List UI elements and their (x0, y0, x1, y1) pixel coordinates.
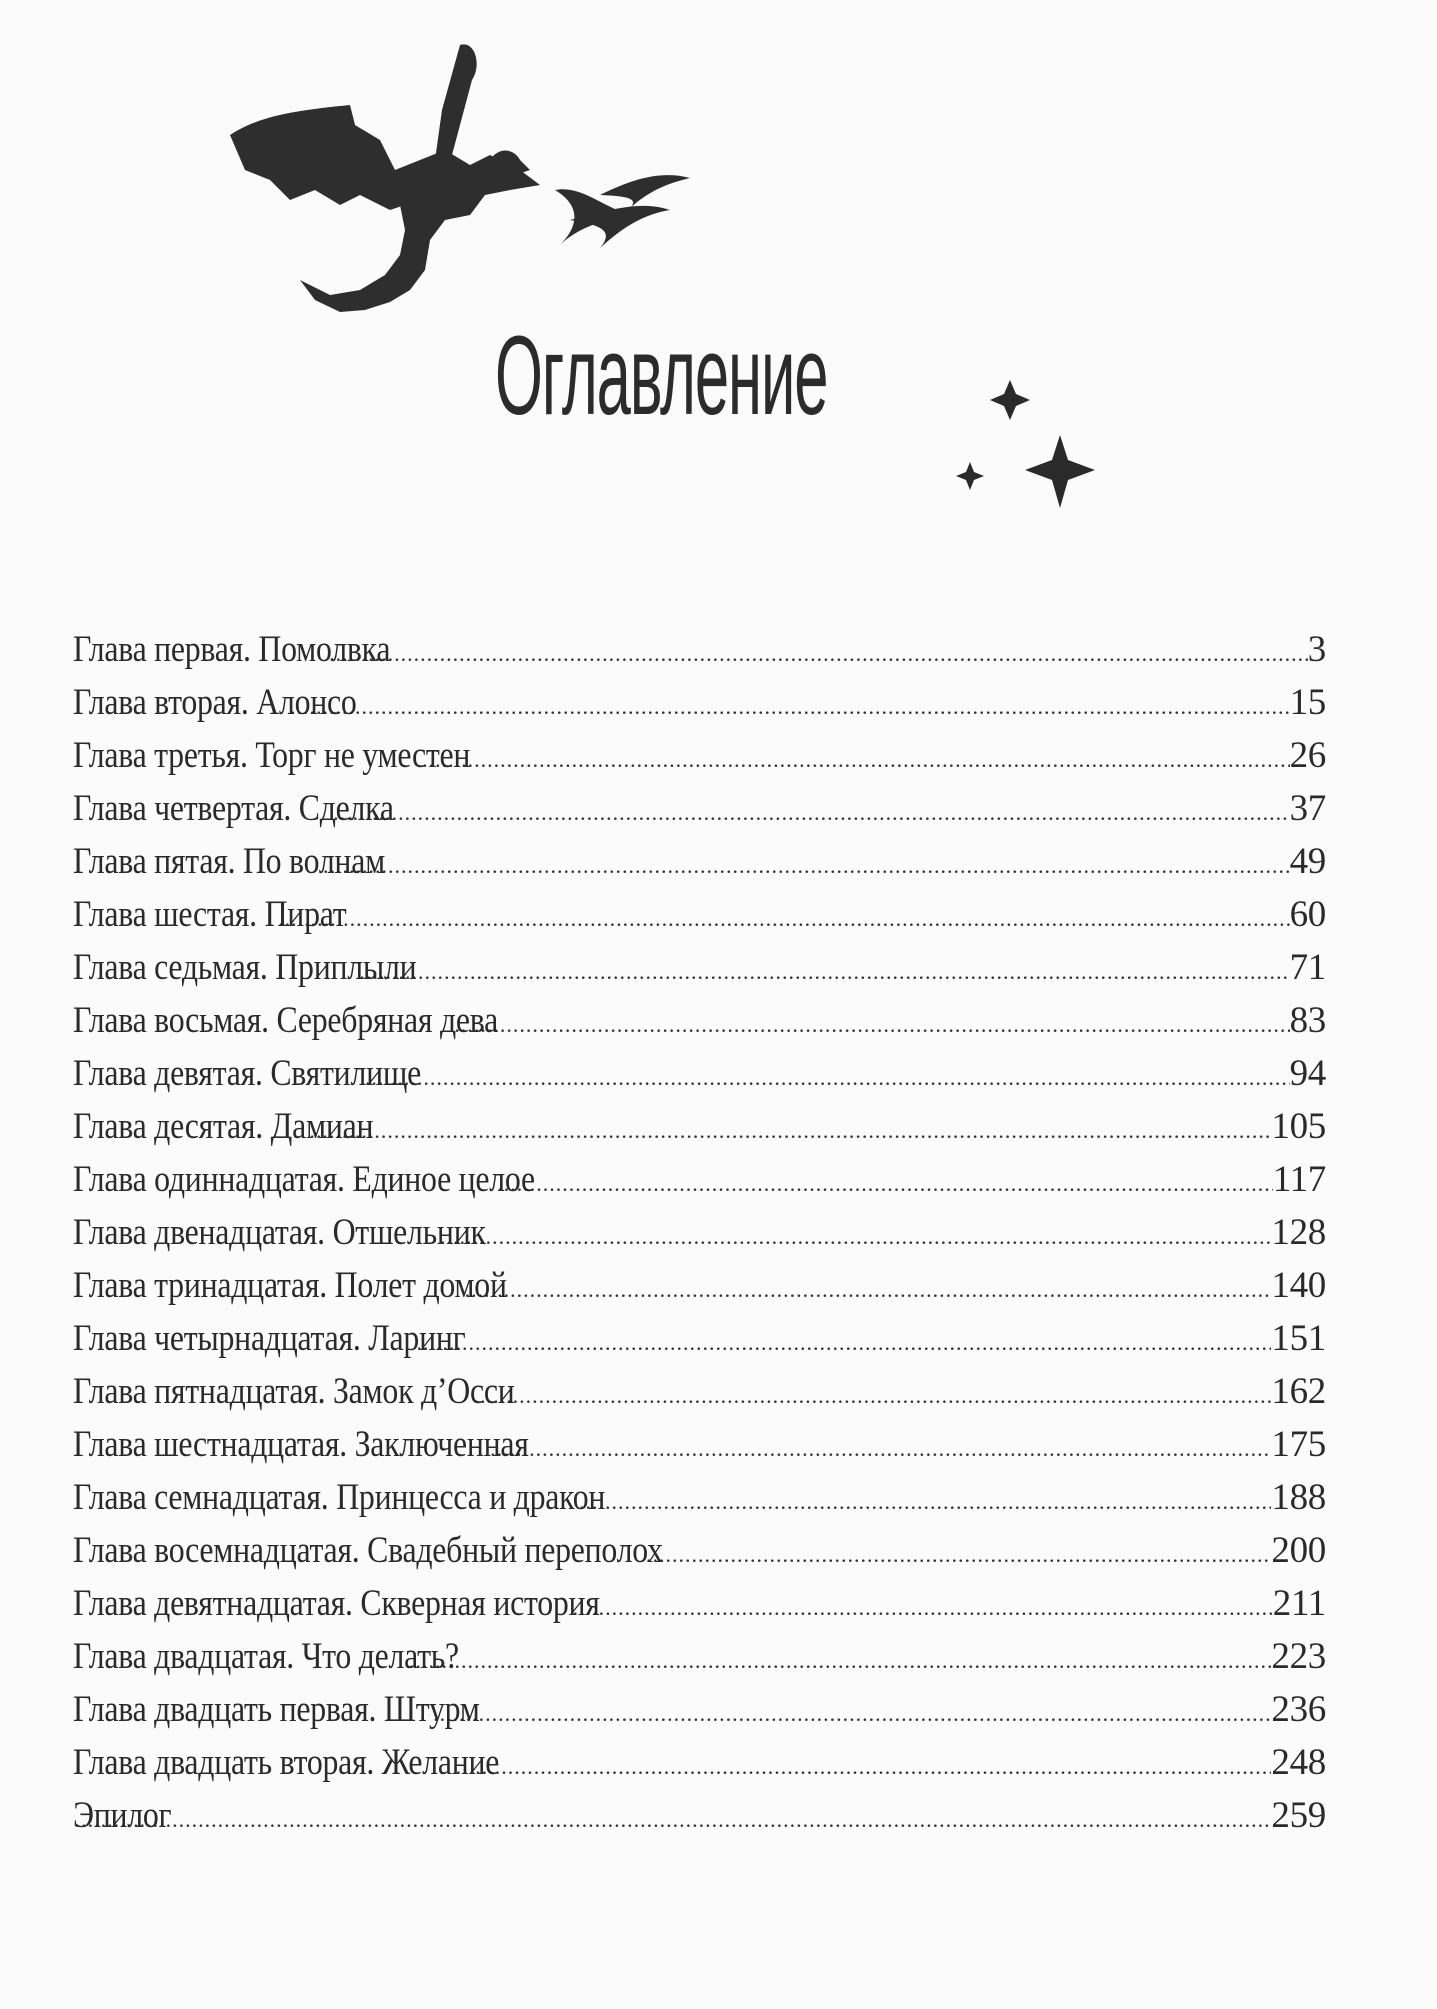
dot-leader (474, 1383, 1272, 1409)
toc-entry-page: 236 (1271, 1689, 1326, 1730)
toc-entry[interactable] (73, 1264, 1326, 1317)
toc-entry-title: Глава одиннадцатая. Единое целое (73, 1159, 535, 1200)
dot-leader (409, 1648, 1271, 1674)
dot-leader (333, 800, 1289, 826)
toc-entry[interactable] (73, 1105, 1326, 1158)
toc-entry-title: Глава пятая. По волнам (73, 841, 385, 882)
toc-entry-title: Глава шестнадцатая. Заключенная (73, 1424, 529, 1465)
toc-entry-title: Глава девятая. Святилище (73, 1053, 421, 1094)
toc-entry-title: Глава двадцать вторая. Желание (73, 1742, 500, 1783)
toc-entry-title: Глава восемнадцатая. Свадебный переполох (73, 1530, 663, 1571)
toc-entry-page: 94 (1289, 1053, 1326, 1094)
toc-entry-title: Эпилог (73, 1795, 172, 1836)
toc-entry[interactable] (73, 1370, 1326, 1423)
toc-entry[interactable] (73, 999, 1326, 1052)
toc-entry-page: 117 (1272, 1159, 1326, 1200)
toc-entry-page: 151 (1271, 1318, 1326, 1359)
toc-entry[interactable] (73, 840, 1326, 893)
dot-leader (497, 1171, 1273, 1197)
toc-entry-page: 60 (1289, 894, 1326, 935)
dot-leader (309, 1118, 1271, 1144)
toc-entry-title: Глава пятнадцатая. Замок д’Осси (73, 1371, 515, 1412)
toc-entry-title: Глава десятая. Дамиан (73, 1106, 374, 1147)
dot-leader (278, 906, 1289, 932)
toc-entry-page: 200 (1271, 1530, 1326, 1571)
toc-entry[interactable] (73, 628, 1326, 681)
toc-entry-page: 3 (1307, 629, 1326, 670)
dot-leader (465, 1277, 1272, 1303)
dot-leader (329, 641, 1308, 667)
toc-entry-title: Глава двенадцатая. Отшельник (73, 1212, 486, 1253)
dot-leader (456, 1754, 1272, 1780)
dot-leader (454, 1012, 1289, 1038)
toc-entry[interactable] (73, 1158, 1326, 1211)
sparkle-stars-icon (950, 380, 1120, 520)
dot-leader (573, 1595, 1273, 1621)
toc-entry-title: Глава седьмая. Приплыли (73, 947, 417, 988)
toc-entry[interactable] (73, 1317, 1326, 1370)
dot-leader (490, 1436, 1271, 1462)
toc-entry-page: 211 (1272, 1583, 1326, 1624)
dot-leader (75, 1807, 1272, 1833)
toc-entry[interactable] (73, 1423, 1326, 1476)
toc-entry[interactable] (73, 1052, 1326, 1105)
toc-entry-page: 162 (1271, 1371, 1326, 1412)
dot-leader (360, 959, 1290, 985)
table-of-contents (73, 628, 1326, 1847)
toc-entry[interactable] (73, 1529, 1326, 1582)
dot-leader (422, 747, 1290, 773)
dot-leader (646, 1542, 1271, 1568)
toc-entry[interactable] (73, 734, 1326, 787)
toc-entry[interactable] (73, 1794, 1326, 1847)
toc-entry-page: 140 (1271, 1265, 1326, 1306)
toc-entry-page: 26 (1289, 735, 1326, 776)
dot-leader (323, 853, 1290, 879)
toc-entry-title: Глава четвертая. Сделка (73, 788, 394, 829)
toc-entry[interactable] (73, 1211, 1326, 1264)
toc-entry-page: 105 (1271, 1106, 1326, 1147)
toc-entry[interactable] (73, 1635, 1326, 1688)
dot-leader (365, 1065, 1290, 1091)
toc-entry[interactable] (73, 1741, 1326, 1794)
toc-entry-title: Глава восьмая. Серебряная дева (73, 1000, 498, 1041)
toc-entry-title: Глава шестая. Пират (73, 894, 347, 935)
toc-entry-title: Глава четырнадцатая. Ларинг (73, 1318, 466, 1359)
dot-leader (433, 1701, 1271, 1727)
toc-entry-page: 248 (1271, 1742, 1326, 1783)
toc-entry-title: Глава вторая. Алонсо (73, 682, 357, 723)
toc-entry-title: Глава третья. Торг не уместен (73, 735, 471, 776)
dot-leader (290, 694, 1290, 720)
toc-entry[interactable] (73, 1476, 1326, 1529)
toc-entry-page: 83 (1289, 1000, 1326, 1041)
toc-entry-title: Глава тринадцатая. Полет домой (73, 1265, 507, 1306)
page-title: Оглавление (495, 313, 828, 438)
toc-entry-page: 188 (1271, 1477, 1326, 1518)
toc-entry-page: 223 (1271, 1636, 1326, 1677)
dot-leader (417, 1330, 1272, 1356)
dragon-illustration (220, 20, 860, 350)
toc-entry-title: Глава двадцатая. Что делать? (73, 1636, 459, 1677)
toc-entry-title: Глава двадцать первая. Штурм (73, 1689, 480, 1730)
toc-entry-title: Глава первая. Помолвка (73, 629, 391, 670)
toc-entry-page: 128 (1271, 1212, 1326, 1253)
dot-leader (440, 1224, 1271, 1250)
toc-entry-page: 175 (1271, 1424, 1326, 1465)
toc-entry-title: Глава семнадцатая. Принцесса и дракон (73, 1477, 606, 1518)
toc-entry-page: 15 (1289, 682, 1326, 723)
toc-entry-page: 71 (1289, 947, 1326, 988)
toc-entry[interactable] (73, 787, 1326, 840)
toc-entry[interactable] (73, 1582, 1326, 1635)
toc-entry[interactable] (73, 1688, 1326, 1741)
toc-entry-page: 259 (1271, 1795, 1326, 1836)
toc-entry-title: Глава девятнадцатая. Скверная история (73, 1583, 600, 1624)
toc-entry[interactable] (73, 681, 1326, 734)
toc-entry-page: 37 (1289, 788, 1326, 829)
toc-entry-page: 49 (1289, 841, 1326, 882)
toc-entry[interactable] (73, 893, 1326, 946)
dot-leader (579, 1489, 1271, 1515)
toc-entry[interactable] (73, 946, 1326, 999)
